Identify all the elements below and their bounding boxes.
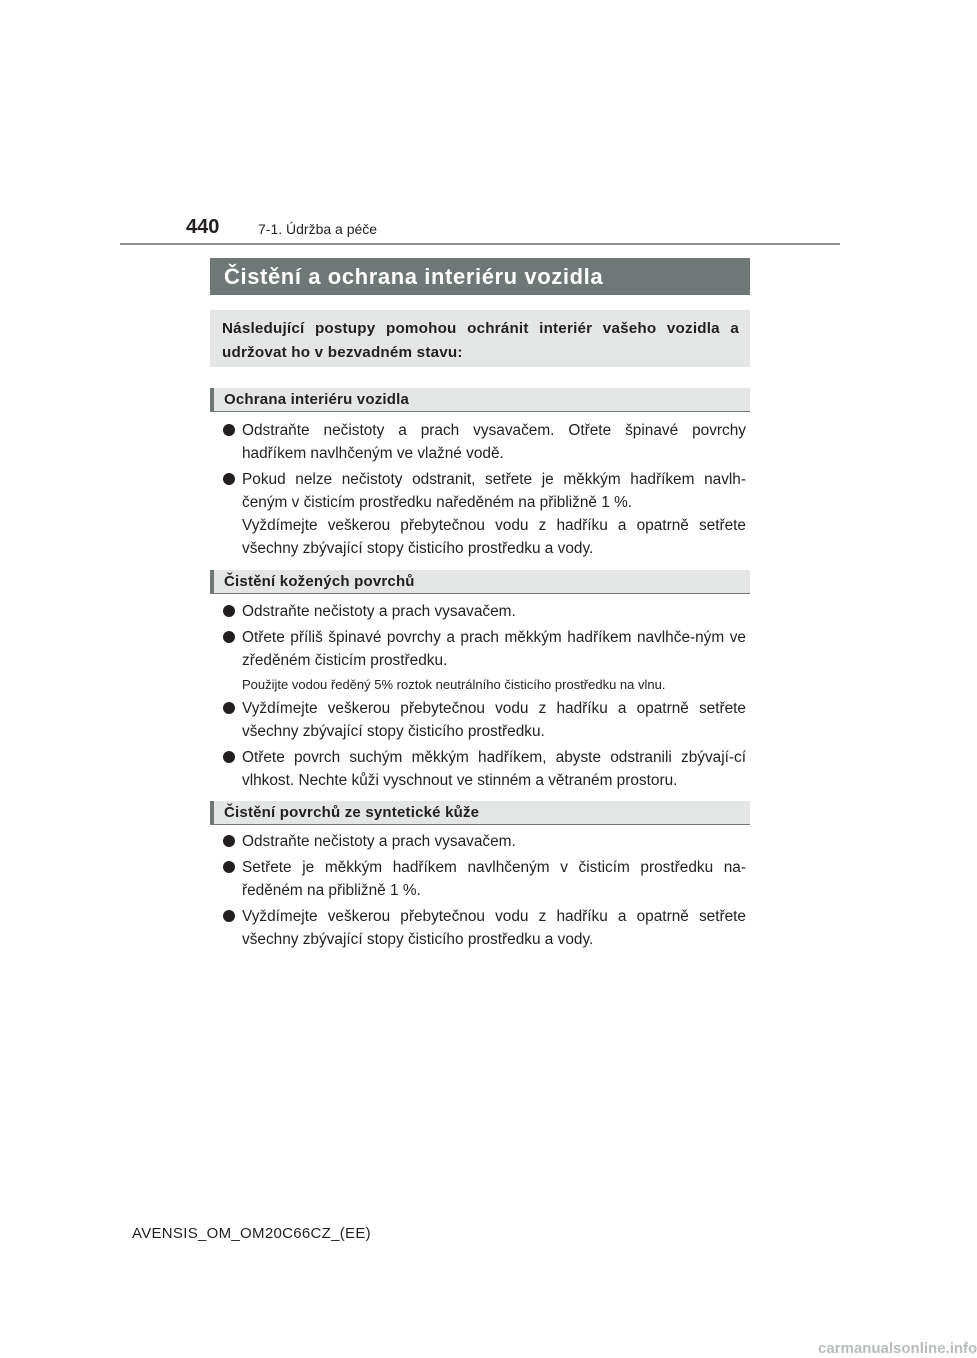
list-item-text: Otřete povrch suchým měkkým hadříkem, abyste odstranili zbývají-cí vlhkost. Nechte kůži vyschnout ve stinném a větraném prostoru.: [242, 749, 746, 789]
bullets-interior-protection: [222, 419, 746, 563]
list-item-text: Pokud nelze nečistoty odstranit, setřete je měkkým hadříkem navlh-čeným v čisticím prostředku naředěném na přibližně 1 %.: [242, 471, 746, 511]
bullets-synthetic-leather-cleaning: [222, 830, 746, 954]
list-item: [222, 419, 746, 465]
list-item-text: Odstraňte nečistoty a prach vysavačem. Otřete špinavé povrchy hadříkem navlhčeným ve vlažné vodě.: [242, 422, 746, 462]
section-header: 7-1. Údržba a péče: [258, 221, 378, 237]
list-item: [222, 600, 746, 623]
bullet-dot: [223, 835, 235, 847]
list-item: [222, 746, 746, 792]
page-title-bar: [210, 258, 750, 295]
page-title: Čistění a ochrana interiéru vozidla: [224, 263, 604, 289]
list-item-text: Vyždímejte veškerou přebytečnou vodu z hadříku a opatrně setřete všechny zbývající stopy čisticího prostředku.: [242, 700, 746, 740]
intro-box: Následující postupy pomohou ochránit interiér vašeho vozidla a udržovat ho v bezvadném stavu:: [210, 310, 750, 367]
list-item-text-continued: Vyždímejte veškerou přebytečnou vodu z hadříku a opatrně setřete všechny zbývající stopy čisticího prostředku a vody.: [242, 517, 746, 557]
subheading-synthetic-leather-cleaning: Čistění povrchů ze syntetické kůže: [210, 801, 750, 825]
subheading-leather-cleaning: Čistění kožených povrchů: [210, 570, 750, 594]
list-item-text: Otřete příliš špinavé povrchy a prach měkkým hadříkem navlhče-ným ve zředěném čisticím prostředku.: [242, 629, 746, 669]
bullets-leather-cleaning: [222, 600, 746, 795]
list-item: [222, 905, 746, 951]
subheading-interior-protection: Ochrana interiéru vozidla: [210, 388, 750, 412]
list-item-text: Setřete je měkkým hadříkem navlhčeným v čisticím prostředku na-ředěném na přibližně 1 %.: [242, 859, 746, 899]
footer-document-code: AVENSIS_OM_OM20C66CZ_(EE): [132, 1225, 371, 1242]
bullet-dot: [223, 702, 235, 714]
list-item: [222, 697, 746, 743]
list-item: [222, 468, 746, 560]
bullet-dot: [223, 861, 235, 873]
bullet-dot: [223, 631, 235, 643]
note-text: Použijte vodou ředěný 5% roztok neutrálního čisticího prostředku na vlnu.: [242, 677, 666, 692]
list-item-text: Vyždímejte veškerou přebytečnou vodu z hadříku a opatrně setřete všechny zbývající stopy čisticího prostředku a vody.: [242, 908, 746, 948]
header-rule: [120, 243, 840, 245]
list-item: [222, 856, 746, 902]
bullet-dot: [223, 473, 235, 485]
page-number: 440: [186, 216, 220, 238]
list-item-text: Odstraňte nečistoty a prach vysavačem.: [242, 603, 516, 620]
bullet-dot: [223, 424, 235, 436]
list-item: [222, 626, 746, 672]
watermark[interactable]: carmanualsonline.info: [818, 1340, 977, 1357]
list-item-text: Odstraňte nečistoty a prach vysavačem.: [242, 833, 516, 850]
bullet-dot: [223, 910, 235, 922]
bullet-dot: [223, 605, 235, 617]
list-item: [222, 830, 746, 853]
bullet-dot: [223, 751, 235, 763]
